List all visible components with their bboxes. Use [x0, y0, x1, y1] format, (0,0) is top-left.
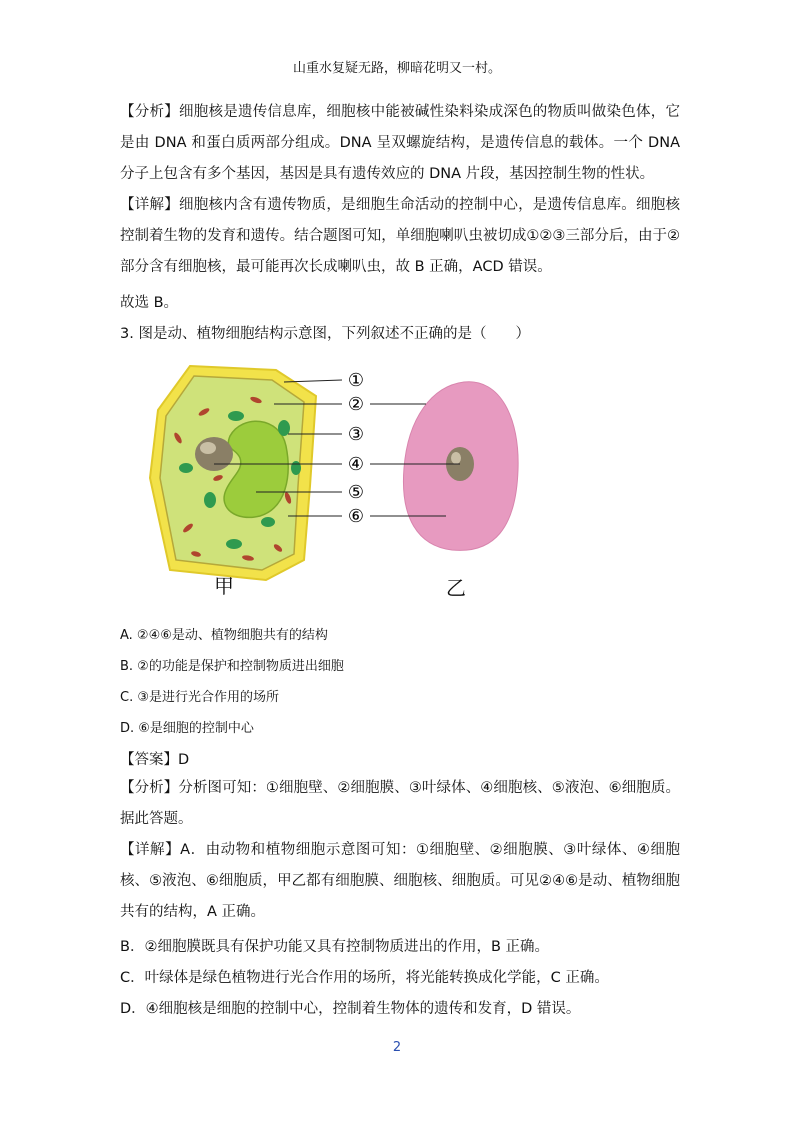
- chloroplast: [291, 461, 301, 475]
- cell-diagram-svg: [148, 358, 528, 598]
- answer-analysis: 【分析】分析图可知：①细胞壁、②细胞膜、③叶绿体、④细胞核、⑤液泡、⑥细胞质。据此答题。: [120, 780, 680, 827]
- chloroplast: [261, 517, 275, 527]
- plant-nucleus: [195, 437, 233, 471]
- option-c: C. ③是进行光合作用的场所: [120, 690, 279, 705]
- chloroplast: [226, 539, 242, 549]
- animal-cell-label: 乙: [446, 576, 466, 600]
- marker-3: ③: [347, 424, 365, 445]
- page-header-motto: 山重水复疑无路，柳暗花明又一村。: [292, 61, 501, 76]
- marker-6: ⑥: [347, 506, 365, 527]
- chloroplast: [204, 492, 216, 508]
- animal-nucleus-highlight: [451, 452, 461, 464]
- option-d: D. ⑥是细胞的控制中心: [120, 721, 254, 736]
- chloroplast: [228, 411, 244, 421]
- page-number: 2: [392, 1040, 402, 1055]
- cell-diagram-figure: [148, 358, 528, 598]
- plant-cell-label: 甲: [214, 574, 234, 598]
- question-stem: 3. 图是动、植物细胞结构示意图，下列叙述不正确的是（ ）: [120, 326, 530, 342]
- chloroplast: [179, 463, 193, 473]
- nucleus-highlight: [200, 442, 216, 454]
- analysis-paragraph: 【分析】细胞核是遗传信息库，细胞核中能被碱性染料染成深色的物质叫做染色体，它是由 DNA 和蛋白质两部分组成。DNA 呈双螺旋结构，是遗传信息的载体。一个 DNA 分子上包含有多个基因，基因是具有遗传效应的 DNA 片段，基因控制生物的性状。: [120, 104, 680, 182]
- answer-b: B．②细胞膜既具有保护功能又具有控制物质进出的作用，B 正确。: [120, 939, 550, 955]
- marker-4: ④: [347, 454, 365, 475]
- option-b: B. ②的功能是保护和控制物质进出细胞: [120, 659, 344, 674]
- answer-detail: 【详解】A．由动物和植物细胞示意图可知：①细胞壁、②细胞膜、③叶绿体、④细胞核、⑤液泡、⑥细胞质，甲乙都有细胞膜、细胞核、细胞质。可见②④⑥是动、植物细胞共有的结构，A 正确。: [120, 842, 680, 920]
- marker-1: ①: [347, 370, 365, 391]
- answer-c: C．叶绿体是绿色植物进行光合作用的场所，将光能转换成化学能，C 正确。: [120, 970, 609, 986]
- answer-d: D．④细胞核是细胞的控制中心，控制着生物体的遗传和发育，D 错误。: [120, 1001, 581, 1017]
- marker-5: ⑤: [347, 482, 365, 503]
- answer-label: 【答案】D: [120, 752, 190, 768]
- option-a: A. ②④⑥是动、植物细胞共有的结构: [120, 628, 328, 643]
- detail-paragraph: 【详解】细胞核内含有遗传物质，是细胞生命活动的控制中心，是遗传信息库。细胞核控制着生物的发育和遗传。结合题图可知，单细胞喇叭虫被切成①②③三部分后，由于②部分含有细胞核，最可能再次长成喇叭虫，故 B 正确，ACD 错误。: [120, 197, 680, 275]
- choose-answer-line: 故选 B。: [120, 295, 179, 311]
- marker-2: ②: [347, 394, 365, 415]
